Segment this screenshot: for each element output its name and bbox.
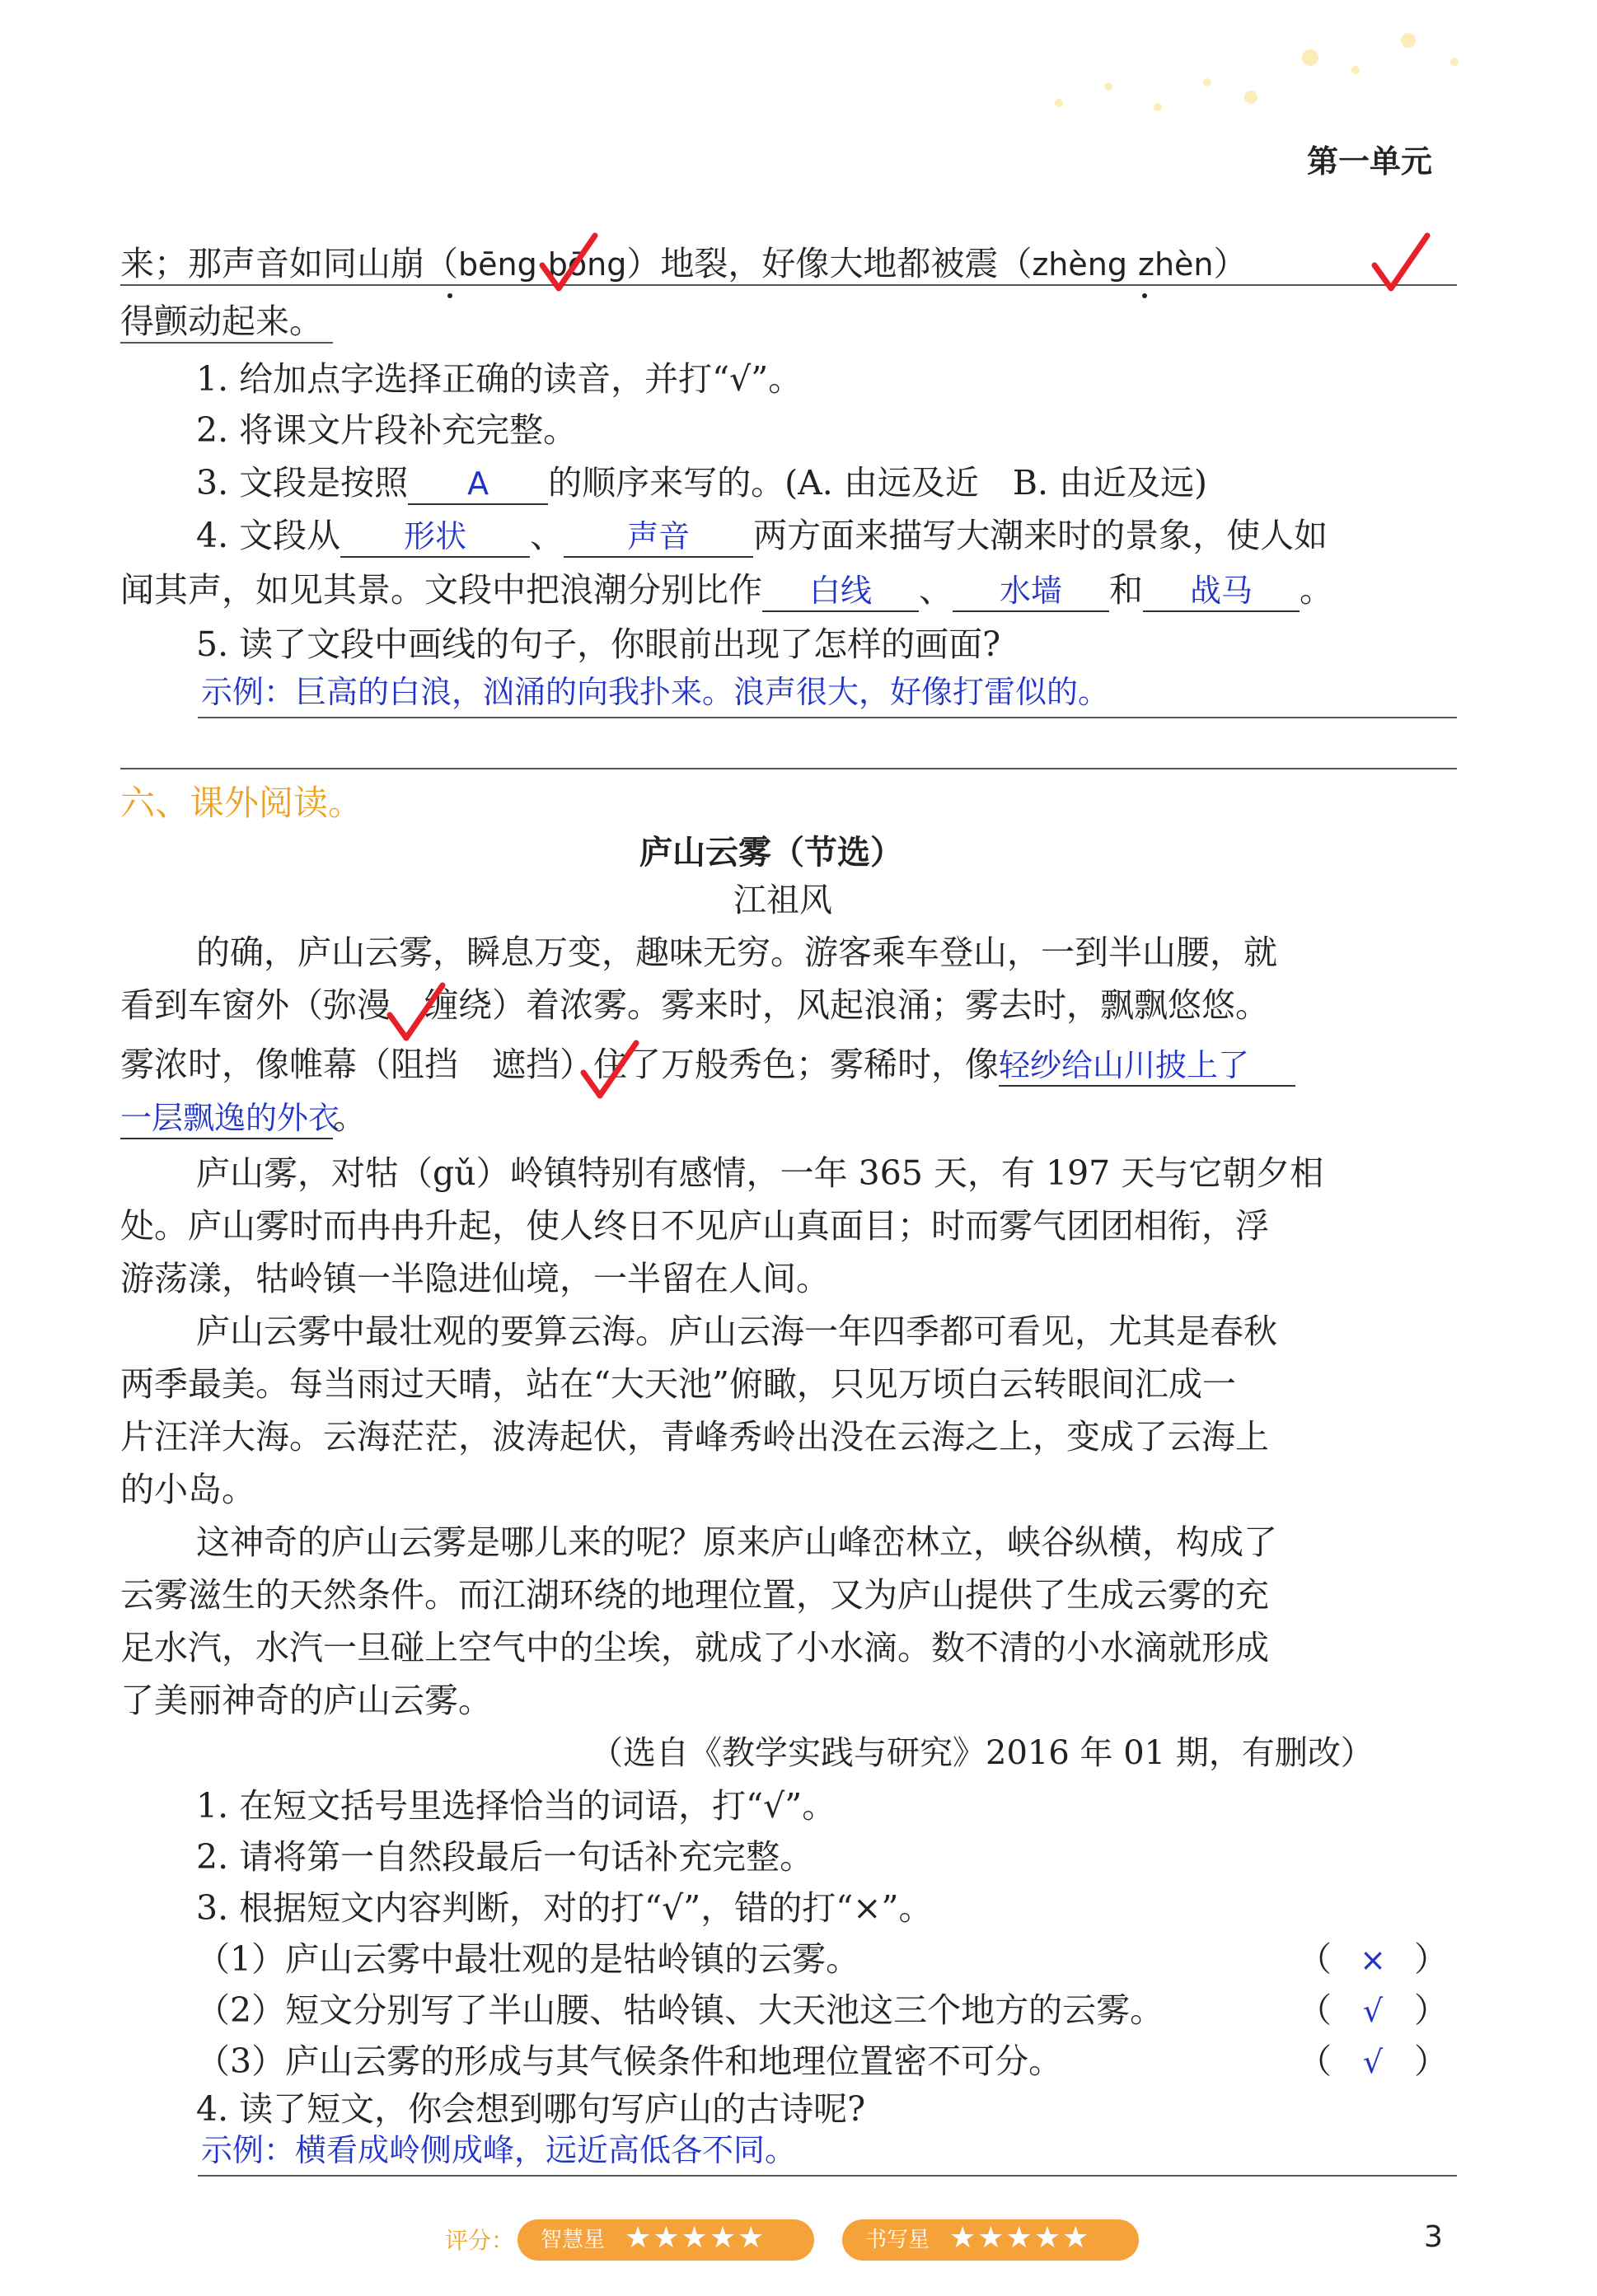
paragraph-3: 两季最美。每当雨过天晴，站在“大天池”俯瞰，只见万顷白云转眼间汇成一 [120, 1364, 1236, 1404]
answer-line [120, 768, 1457, 769]
passage-underline-1 [120, 284, 1457, 286]
unit-title: 第一单元 [1307, 143, 1433, 180]
paragraph-4: 足水汽，水汽一旦碰上空气中的尘埃，就成了小水滴。数不清的小水滴就形成 [120, 1628, 1269, 1667]
paragraph-4: 这神奇的庐山云雾是哪儿来的呢？原来庐山峰峦林立，峡谷纵横，构成了 [196, 1522, 1277, 1562]
passage-line-2: 得颤动起来。 [120, 302, 323, 341]
answer-blank: 形状 [340, 517, 530, 558]
answer-blank: A [408, 464, 548, 505]
check-mark-icon [1368, 231, 1434, 297]
paragraph-2: 处。庐山雾时而冉冉升起，使人终日不见庐山真面目；时而雾气团团相衔，浮 [120, 1206, 1269, 1246]
paragraph-1: 的确，庐山云雾，瞬息万变，趣味无穷。游客乘车登山，一到半山腰，就 [196, 933, 1277, 972]
judge-answer: （ √ ） [1298, 2041, 1448, 2081]
star-rating-icon: ★★★★★ [625, 2221, 766, 2255]
question-2: 2. 将课文片段补充完整。 [196, 410, 578, 450]
question-4-cont: 闻其声，如见其景。文段中把浪潮分别比作 白线 、 水墙 和 战马 。 [120, 565, 1455, 615]
answer-blank: 声音 [564, 517, 753, 558]
wisdom-star-badge: 智慧星 ★★★★★ [518, 2219, 814, 2261]
question-5: 5. 读了文段中画线的句子，你眼前出现了怎样的画面? [196, 624, 1001, 664]
answer-blank: 水墙 [953, 571, 1109, 612]
paragraph-2: 游荡漾，牯岭镇一半隐进仙境，一半留在人间。 [120, 1259, 830, 1298]
check-mark-icon [383, 980, 449, 1046]
question-4: 4. 读了短文，你会想到哪句写庐山的古诗呢? [196, 2089, 866, 2129]
question-4: 4. 文段从 形状 、 声音 两方面来描写大潮来时的景象，使人如 [196, 511, 1531, 560]
paragraph-4: 了美丽神奇的庐山云雾。 [120, 1681, 492, 1720]
paragraph-3: 庐山云雾中最壮观的要算云海。庐山云海一年四季都可看见，尤其是春秋 [196, 1312, 1277, 1351]
answer-5: 示例：巨高的白浪，汹涌的向我扑来。浪声很大，好像打雷似的。 [201, 674, 1110, 710]
star-rating-icon: ★★★★★ [949, 2221, 1091, 2255]
paragraph-4: 云雾滋生的天然条件。而江湖环绕的地理位置，又为庐山提供了生成云雾的充 [120, 1575, 1269, 1615]
passage-underline-2 [120, 342, 333, 344]
answer-blank: 一层飘逸的外衣 [120, 1098, 333, 1139]
question-1: 1. 在短文括号里选择恰当的词语，打“√”。 [196, 1786, 836, 1826]
question-3: 3. 根据短文内容判断，对的打“√”，错的打“×”。 [196, 1888, 933, 1928]
judge-answer: （ √ ） [1298, 1990, 1448, 2030]
judge-item: （1）庐山云雾中最壮观的是牯岭镇的云雾。 [196, 1939, 860, 1979]
answer-blank: 轻纱给山川披上了 [999, 1045, 1295, 1087]
passage-line-1: 来；那声音如同山崩（bēng bōng）地裂，好像大地都被震（zhèng zhèn） [120, 244, 1248, 283]
paragraph-2: 庐山雾，对牯（gǔ）岭镇特别有感情，一年 365 天，有 197 天与它朝夕相 [196, 1153, 1324, 1193]
question-2: 2. 请将第一自然段最后一句话补充完整。 [196, 1837, 814, 1877]
article-title: 庐山云雾（节选） [639, 834, 903, 872]
writing-star-badge: 书写星 ★★★★★ [842, 2219, 1139, 2261]
judge-item: （3）庐山云雾的形成与其气候条件和地理位置密不可分。 [196, 2041, 1063, 2081]
paragraph-1: 一层飘逸的外衣。 [120, 1092, 1455, 1142]
answer-line [198, 2175, 1457, 2177]
score-label: 评分： [445, 2227, 515, 2254]
paragraph-3: 片汪洋大海。云海茫茫，波涛起伏，青峰秀岭出没在云海之上，变成了云海上 [120, 1417, 1269, 1457]
answer-blank: 白线 [762, 571, 919, 612]
question-1: 1. 给加点字选择正确的读音，并打“√”。 [196, 359, 803, 399]
question-3: 3. 文段是按照 A 的顺序来写的。(A. 由远及近 B. 由近及远) [196, 458, 1531, 507]
judge-item: （2）短文分别写了半山腰、牯岭镇、大天池这三个地方的云雾。 [196, 1990, 1164, 2030]
article-source: （选自《教学实践与研究》2016 年 01 期，有删改） [590, 1734, 1374, 1772]
check-mark-icon [577, 1038, 643, 1104]
paragraph-1: 雾浓时，像帷幕（阻挡 遮挡）住了万般秀色；雾稀时，像轻纱给山川披上了 [120, 1040, 1455, 1089]
check-mark-icon [536, 231, 602, 297]
paragraph-3: 的小岛。 [120, 1470, 255, 1509]
paragraph-1: 看到车窗外（弥漫 缠绕）着浓雾。雾来时，风起浪涌；雾去时，飘飘悠悠。 [120, 985, 1269, 1025]
article-author: 江祖风 [733, 881, 832, 919]
page-number: 3 [1424, 2220, 1443, 2254]
answer-4: 示例：横看成岭侧成峰，远近高低各不同。 [201, 2132, 797, 2168]
judge-answer: （ × ） [1298, 1939, 1448, 1979]
answer-line [198, 717, 1457, 718]
section-heading: 六、课外阅读。 [120, 783, 363, 823]
answer-blank: 战马 [1143, 571, 1300, 612]
